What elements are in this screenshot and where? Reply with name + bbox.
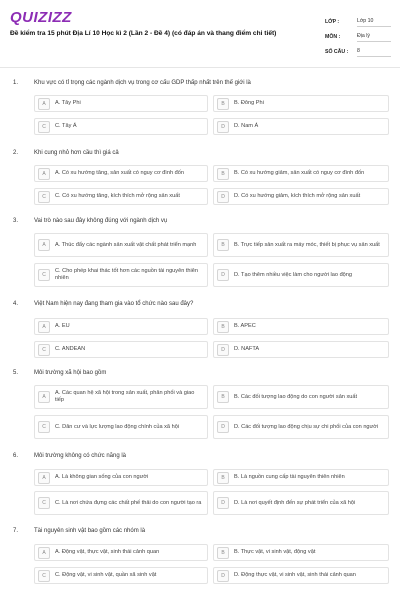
option-d[interactable] bbox=[213, 567, 389, 584]
question-number: 7. bbox=[13, 528, 19, 534]
option-c[interactable] bbox=[34, 415, 208, 439]
meta-value: 8 bbox=[357, 46, 391, 57]
worksheet-header bbox=[0, 0, 400, 68]
question-number: 3. bbox=[13, 218, 19, 224]
option-text: C. Có xu hướng tăng, kích thích mở rộng sản xuất bbox=[55, 193, 180, 199]
option-text: A. Là không gian sống của con người bbox=[55, 474, 149, 480]
option-letter: A bbox=[38, 321, 50, 333]
option-d[interactable] bbox=[213, 118, 389, 135]
option-b[interactable] bbox=[213, 233, 389, 257]
option-letter: A bbox=[38, 547, 50, 559]
option-letter: B bbox=[217, 98, 229, 110]
meta-label: SỐ CÂU : bbox=[325, 49, 349, 55]
question-text: Tài nguyên sinh vật bao gồm các nhóm là bbox=[34, 528, 146, 534]
option-text: B. Các đối tượng lao động do con người sản xuất bbox=[234, 393, 358, 400]
option-letter: B bbox=[217, 472, 229, 484]
option-b[interactable] bbox=[213, 95, 389, 112]
option-d[interactable] bbox=[213, 188, 389, 205]
meta-label: MÔN : bbox=[325, 34, 341, 40]
option-d[interactable] bbox=[213, 491, 389, 515]
option-text: D. Tạo thêm nhiều việc làm cho người lao động bbox=[234, 271, 353, 278]
option-d[interactable] bbox=[213, 415, 389, 439]
option-b[interactable] bbox=[213, 165, 389, 182]
option-letter: B bbox=[217, 391, 229, 403]
meta-subject-row bbox=[325, 27, 391, 42]
option-text: C. Dân cư và lực lượng lao động chính của xã hội bbox=[55, 423, 180, 430]
worksheet-meta bbox=[325, 12, 391, 57]
question-number: 5. bbox=[13, 370, 19, 376]
option-letter: D bbox=[217, 344, 229, 356]
option-d[interactable] bbox=[213, 263, 389, 287]
option-text: A. Có xu hướng tăng, sản xuất có nguy cơ đình đốn bbox=[55, 170, 184, 176]
option-letter: D bbox=[217, 191, 229, 203]
option-text: B. Đông Phi bbox=[234, 100, 264, 106]
option-text: C. Là nơi chứa đựng các chất phế thải do con người tạo ra bbox=[55, 499, 202, 506]
option-letter: B bbox=[217, 168, 229, 180]
question-text: Môi trường xã hội bao gồm bbox=[34, 370, 107, 376]
worksheet-title: Đề kiểm tra 15 phút Địa Lí 10 Học kì 2 (Lần 2 - Đề 4) (có đáp án và thang điểm chi tiết) bbox=[10, 30, 277, 37]
option-letter: D bbox=[217, 121, 229, 133]
option-letter: D bbox=[217, 497, 229, 509]
option-letter: A bbox=[38, 98, 50, 110]
option-text: D. NAFTA bbox=[234, 346, 260, 352]
question-text: Khi cung nhỏ hơn cầu thì giá cả bbox=[34, 150, 119, 156]
meta-value: Địa lý bbox=[357, 31, 391, 42]
option-text: C. ANDEAN bbox=[55, 346, 86, 352]
option-letter: C bbox=[38, 421, 50, 433]
option-c[interactable] bbox=[34, 263, 208, 287]
meta-class-row bbox=[325, 12, 391, 27]
option-letter: D bbox=[217, 421, 229, 433]
option-letter: C bbox=[38, 121, 50, 133]
option-a[interactable] bbox=[34, 544, 208, 561]
option-letter: C bbox=[38, 269, 50, 281]
option-text: B. Có xu hướng giảm, sản xuất có nguy cơ đình đốn bbox=[234, 170, 365, 176]
option-d[interactable] bbox=[213, 341, 389, 358]
option-b[interactable] bbox=[213, 318, 389, 335]
option-a[interactable] bbox=[34, 165, 208, 182]
question-number: 1. bbox=[13, 80, 19, 86]
option-letter: A bbox=[38, 391, 50, 403]
option-letter: C bbox=[38, 191, 50, 203]
option-a[interactable] bbox=[34, 95, 208, 112]
option-letter: A bbox=[38, 239, 50, 251]
question-text: Vai trò nào sau đây không đúng với ngành dịch vụ bbox=[34, 218, 168, 224]
option-text: D. Có xu hướng giảm, kích thích mở rộng sản xuất bbox=[234, 193, 361, 199]
option-letter: B bbox=[217, 547, 229, 559]
option-text: B. APEC bbox=[234, 323, 256, 329]
option-text: D. Nam Á bbox=[234, 123, 259, 129]
option-text: A. Động vật, thực vật, sinh thái cảnh quan bbox=[55, 549, 160, 555]
meta-count-row bbox=[325, 42, 391, 57]
option-text: C. Cho phép khai thác tốt hơn các nguồn tài nguyên thiên nhiên bbox=[55, 268, 198, 281]
question-number: 6. bbox=[13, 453, 19, 459]
option-text: C. Tây Á bbox=[55, 123, 77, 129]
option-c[interactable] bbox=[34, 491, 208, 515]
option-letter: A bbox=[38, 168, 50, 180]
option-c[interactable] bbox=[34, 567, 208, 584]
option-a[interactable] bbox=[34, 233, 208, 257]
question-number: 4. bbox=[13, 301, 19, 307]
option-letter: D bbox=[217, 269, 229, 281]
question-text: Khu vực có tỉ trọng các ngành dịch vụ trong cơ cấu GDP thấp nhất trên thế giới là bbox=[34, 80, 251, 86]
meta-label: LỚP : bbox=[325, 19, 340, 25]
option-text: D. Các đối tượng lao động chịu sự chi phối của con người bbox=[234, 423, 379, 430]
option-b[interactable] bbox=[213, 385, 389, 409]
option-b[interactable] bbox=[213, 544, 389, 561]
option-c[interactable] bbox=[34, 341, 208, 358]
option-letter: A bbox=[38, 472, 50, 484]
option-text: A. Thúc đẩy các ngành sản xuất vật chất phát triển mạnh bbox=[55, 241, 197, 248]
option-text: B. Là nguồn cung cấp tài nguyên thiên nhiên bbox=[234, 474, 345, 480]
option-letter: C bbox=[38, 570, 50, 582]
option-c[interactable] bbox=[34, 118, 208, 135]
option-text: B. Trực tiếp sản xuất ra máy móc, thiết bị phục vụ sản xuất bbox=[234, 241, 380, 248]
option-a[interactable] bbox=[34, 469, 208, 486]
question-text: Môi trường không có chức năng là bbox=[34, 453, 127, 459]
option-text: A. Các quan hệ xã hội trong sản xuất, phân phối và giao tiếp bbox=[55, 390, 195, 403]
option-letter: B bbox=[217, 321, 229, 333]
option-text: A. EU bbox=[55, 323, 70, 329]
option-b[interactable] bbox=[213, 469, 389, 486]
option-letter: C bbox=[38, 497, 50, 509]
option-text: A. Tây Phi bbox=[55, 100, 81, 106]
option-letter: C bbox=[38, 344, 50, 356]
option-text: D. Động thực vật, vi sinh vật, sinh thái cảnh quan bbox=[234, 572, 356, 578]
option-letter: B bbox=[217, 239, 229, 251]
option-text: C. Động vật, vi sinh vật, quần xã sinh vật bbox=[55, 572, 157, 578]
option-text: B. Thực vật, vi sinh vật, động vật bbox=[234, 549, 316, 555]
option-c[interactable] bbox=[34, 188, 208, 205]
option-a[interactable] bbox=[34, 385, 208, 409]
quizizz-logo: QUIZIZZ bbox=[10, 9, 72, 26]
question-number: 2. bbox=[13, 150, 19, 156]
option-a[interactable] bbox=[34, 318, 208, 335]
option-letter: D bbox=[217, 570, 229, 582]
meta-value: Lớp 10 bbox=[357, 16, 391, 27]
question-text: Việt Nam hiện nay đang tham gia vào tổ chức nào sau đây? bbox=[34, 301, 194, 307]
option-text: D. Là nơi quyết định đến sự phát triển của xã hội bbox=[234, 499, 356, 506]
